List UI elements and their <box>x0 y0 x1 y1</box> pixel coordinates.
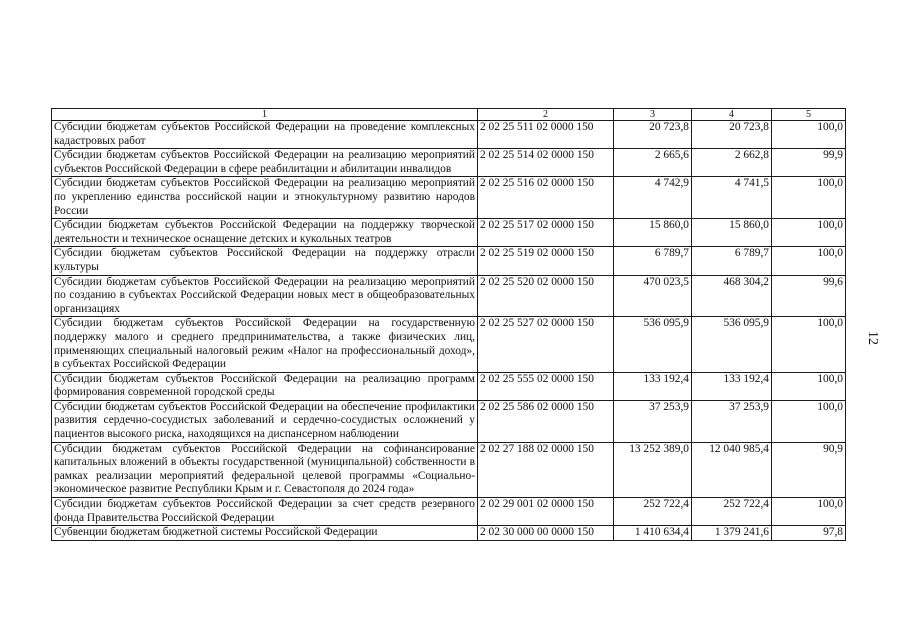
percent-column-5: 100,0 <box>772 498 846 526</box>
value-column-4: 133 192,4 <box>692 372 772 400</box>
value-column-3: 133 192,4 <box>614 372 692 400</box>
budget-table <box>51 108 846 541</box>
percent-column-5: 100,0 <box>772 219 846 247</box>
percent-column-5: 100,0 <box>772 121 846 149</box>
row-description: Субсидии бюджетам субъектов Российской Федерации на обеспечение профилактики развития сердечно-сосудистых заболеваний и сердечно-сосудистых осложнений у пациентов высокого риска, находящихся на диспансерном наблюдении <box>52 400 478 442</box>
value-column-4: 12 040 985,4 <box>692 442 772 497</box>
row-description: Субсидии бюджетам субъектов Российской Федерации на государственную поддержку малого и среднего предпринимательства, а также физических лиц, применяющих специальный налоговый режим «Налог на профессиональный доход», в субъектах Российской Федерации <box>52 317 478 372</box>
row-description: Субсидии бюджетам субъектов Российской Федерации на проведение комплексных кадастровых работ <box>52 121 478 149</box>
value-column-3: 470 023,5 <box>614 275 692 317</box>
value-column-3: 13 252 389,0 <box>614 442 692 497</box>
budget-classification-code: 2 02 27 188 02 0000 150 <box>478 442 614 497</box>
table-row <box>52 442 846 497</box>
table-row <box>52 121 846 149</box>
table-body <box>52 121 846 541</box>
value-column-3: 4 742,9 <box>614 177 692 219</box>
value-column-4: 252 722,4 <box>692 498 772 526</box>
row-description: Субсидии бюджетам субъектов Российской Федерации на реализацию мероприятий по созданию в субъектах Российской Федерации новых мест в общеобразовательных организациях <box>52 275 478 317</box>
percent-column-5: 100,0 <box>772 247 846 275</box>
value-column-3: 37 253,9 <box>614 400 692 442</box>
value-column-4: 536 095,9 <box>692 317 772 372</box>
column-header-2: 2 <box>478 109 614 121</box>
budget-classification-code: 2 02 25 519 02 0000 150 <box>478 247 614 275</box>
table-row <box>52 400 846 442</box>
budget-classification-code: 2 02 25 511 02 0000 150 <box>478 121 614 149</box>
value-column-4: 2 662,8 <box>692 149 772 177</box>
budget-classification-code: 2 02 25 516 02 0000 150 <box>478 177 614 219</box>
budget-classification-code: 2 02 25 527 02 0000 150 <box>478 317 614 372</box>
budget-classification-code: 2 02 30 000 00 0000 150 <box>478 526 614 541</box>
row-description: Субсидии бюджетам субъектов Российской Федерации за счет средств резервного фонда Правительства Российской Федерации <box>52 498 478 526</box>
budget-classification-code: 2 02 25 586 02 0000 150 <box>478 400 614 442</box>
percent-column-5: 99,9 <box>772 149 846 177</box>
percent-column-5: 100,0 <box>772 317 846 372</box>
column-header-1: 1 <box>52 109 478 121</box>
budget-classification-code: 2 02 25 517 02 0000 150 <box>478 219 614 247</box>
row-description: Субсидии бюджетам субъектов Российской Федерации на реализацию мероприятий по укреплению единства российской нации и этнокультурному развитию народов России <box>52 177 478 219</box>
table-row <box>52 219 846 247</box>
percent-column-5: 100,0 <box>772 372 846 400</box>
column-header-5: 5 <box>772 109 846 121</box>
table-row <box>52 498 846 526</box>
value-column-3: 2 665,6 <box>614 149 692 177</box>
table-header <box>52 109 846 121</box>
row-description: Субсидии бюджетам субъектов Российской Федерации на софинансирование капитальных вложений в объекты государственной (муниципальной) собственности в рамках реализации мероприятий федеральной целевой программы «Социально-экономическое развитие Республики Крым и г. Севастополя до 2024 года» <box>52 442 478 497</box>
budget-classification-code: 2 02 25 555 02 0000 150 <box>478 372 614 400</box>
percent-column-5: 100,0 <box>772 400 846 442</box>
value-column-4: 15 860,0 <box>692 219 772 247</box>
table-row <box>52 275 846 317</box>
value-column-3: 252 722,4 <box>614 498 692 526</box>
table-row <box>52 317 846 372</box>
table-row <box>52 177 846 219</box>
value-column-4: 1 379 241,6 <box>692 526 772 541</box>
row-description: Субсидии бюджетам субъектов Российской Федерации на реализацию мероприятий субъектов Российской Федерации в сфере реабилитации и абилитации инвалидов <box>52 149 478 177</box>
value-column-3: 1 410 634,4 <box>614 526 692 541</box>
value-column-4: 4 741,5 <box>692 177 772 219</box>
value-column-3: 20 723,8 <box>614 121 692 149</box>
column-header-3: 3 <box>614 109 692 121</box>
table-row <box>52 149 846 177</box>
value-column-3: 15 860,0 <box>614 219 692 247</box>
budget-classification-code: 2 02 25 520 02 0000 150 <box>478 275 614 317</box>
value-column-4: 37 253,9 <box>692 400 772 442</box>
percent-column-5: 100,0 <box>772 177 846 219</box>
value-column-4: 468 304,2 <box>692 275 772 317</box>
page-number: 12 <box>865 331 880 345</box>
percent-column-5: 99,6 <box>772 275 846 317</box>
value-column-4: 6 789,7 <box>692 247 772 275</box>
table-row <box>52 372 846 400</box>
budget-classification-code: 2 02 29 001 02 0000 150 <box>478 498 614 526</box>
budget-classification-code: 2 02 25 514 02 0000 150 <box>478 149 614 177</box>
row-description: Субсидии бюджетам субъектов Российской Федерации на реализацию программ формирования современной городской среды <box>52 372 478 400</box>
value-column-4: 20 723,8 <box>692 121 772 149</box>
row-description: Субсидии бюджетам субъектов Российской Федерации на поддержку творческой деятельности и техническое оснащение детских и кукольных театров <box>52 219 478 247</box>
percent-column-5: 97,8 <box>772 526 846 541</box>
header-row <box>52 109 846 121</box>
table-row <box>52 247 846 275</box>
percent-column-5: 90,9 <box>772 442 846 497</box>
row-description: Субсидии бюджетам субъектов Российской Федерации на поддержку отрасли культуры <box>52 247 478 275</box>
value-column-3: 536 095,9 <box>614 317 692 372</box>
value-column-3: 6 789,7 <box>614 247 692 275</box>
table-row <box>52 526 846 541</box>
column-header-4: 4 <box>692 109 772 121</box>
row-description: Субвенции бюджетам бюджетной системы Российской Федерации <box>52 526 478 541</box>
